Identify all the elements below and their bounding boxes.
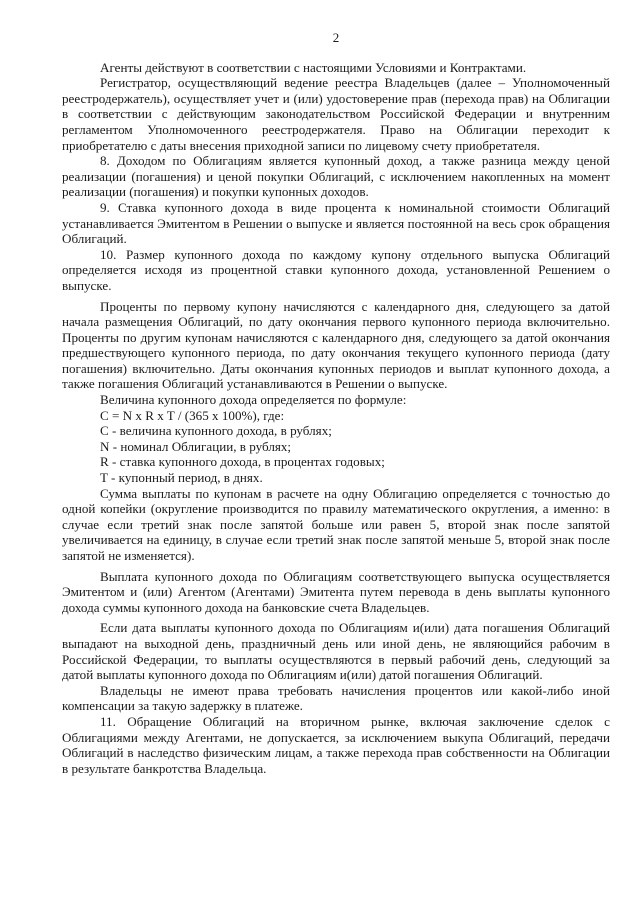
formula-line: C = N x R x T / (365 x 100%), где: <box>100 407 285 423</box>
formula-c-definition: C - величина купонного дохода, в рублях; <box>100 423 332 439</box>
paragraph-holiday-payment: Если дата выплаты купонного дохода по Облигациям и(или) дата погашения Облигаций выпадают на выходной день, праздничный день или иной день, не являющийся рабочим в Российской Федерации, то выплаты осуществляются в первый рабочий день, следующий за датой выплаты купонного дохода по Облигациям и(или) датой погашения Облигаций. <box>62 620 610 683</box>
formula-n-definition: N - номинал Облигации, в рублях; <box>100 438 292 454</box>
paragraph-8-income: 8. Доходом по Облигациям является купонный доход, а также разница между ценой реализации (погашения) и ценой покупки Облигаций, с исключением накопленных на момент реализации (погашения) и покупки купонных доходов. <box>62 153 610 200</box>
paragraph-formula-intro: Величина купонного дохода определяется по формуле: <box>100 392 407 408</box>
paragraph-no-compensation: Владельцы не имеют права требовать начисления процентов или какой-либо иной компенсации за такую задержку в платеже. <box>62 682 610 714</box>
page-number: 2 <box>332 30 340 45</box>
formula-r-definition: R - ставка купонного дохода, в процентах годовых; <box>100 454 385 470</box>
paragraph-11-secondary-market: 11. Обращение Облигаций на вторичном рынке, включая заключение сделок с Облигациями между Агентами, не допускается, за исключением выкупа Облигаций, передачи Облигаций в наследство физическим лицам, а также перехода прав собственности на Облигации в результате банкротства Владельца. <box>62 713 610 776</box>
paragraph-10-coupon-size: 10. Размер купонного дохода по каждому купону отдельного выпуска Облигаций определяется исходя из процентной ставки купонного дохода, установленной Решением о выпуске. <box>62 246 610 293</box>
paragraph-rounding: Сумма выплаты по купонам в расчете на одну Облигацию определяется с точностью до одной копейки (округление производится по правилу математического округления, а именно: в случае если третий знак после запятой больше или равен 5, второй знак после запятой увеличивается на единицу, в случае если третий знак после запятой меньше 5, второй знак после запятой не изменяется). <box>62 485 610 563</box>
paragraph-9-coupon-rate: 9. Ставка купонного дохода в виде процента к номинальной стоимости Облигаций устанавливается Эмитентом в Решении о выпуске и является постоянной на весь срок обращения Облигаций. <box>62 199 610 247</box>
paragraph-agents: Агенты действуют в соответствии с настоящими Условиями и Контрактами. <box>100 59 527 75</box>
paragraph-payment: Выплата купонного дохода по Облигациям соответствующего выпуска осуществляется Эмитентом и (или) Агентом (Агентами) Эмитента путем перевода в день выплаты купонного дохода суммы купонного дохода на банковские счета Владельцев. <box>62 568 610 615</box>
paragraph-interest-accrual: Проценты по первому купону начисляются с календарного дня, следующего за датой начала размещения Облигаций, по дату окончания первого купонного периода включительно. Проценты по другим купонам начисляются с календарного дня, следующего за датой окончания предшествующего купонного периода, по дату окончания текущего купонного периода (дату погашения) включительно. Даты окончания купонных периодов и выплат купонного дохода, а также погашения Облигаций устанавливаются в Решении о выпуске. <box>62 298 610 392</box>
formula-t-definition: T - купонный период, в днях. <box>100 470 263 486</box>
paragraph-registrar: Регистратор, осуществляющий ведение реестра Владельцев (далее – Уполномоченный реестродержатель), осуществляет учет и (или) удостоверение прав (перехода прав) на Облигации в соответствии с действующим законодательством Российской Федерации и внутренним регламентом Уполномоченного реестродержателя. Право на Облигации переходит к приобретателю с даты внесения приходной записи по лицевому счету приобретателя. <box>62 75 610 153</box>
